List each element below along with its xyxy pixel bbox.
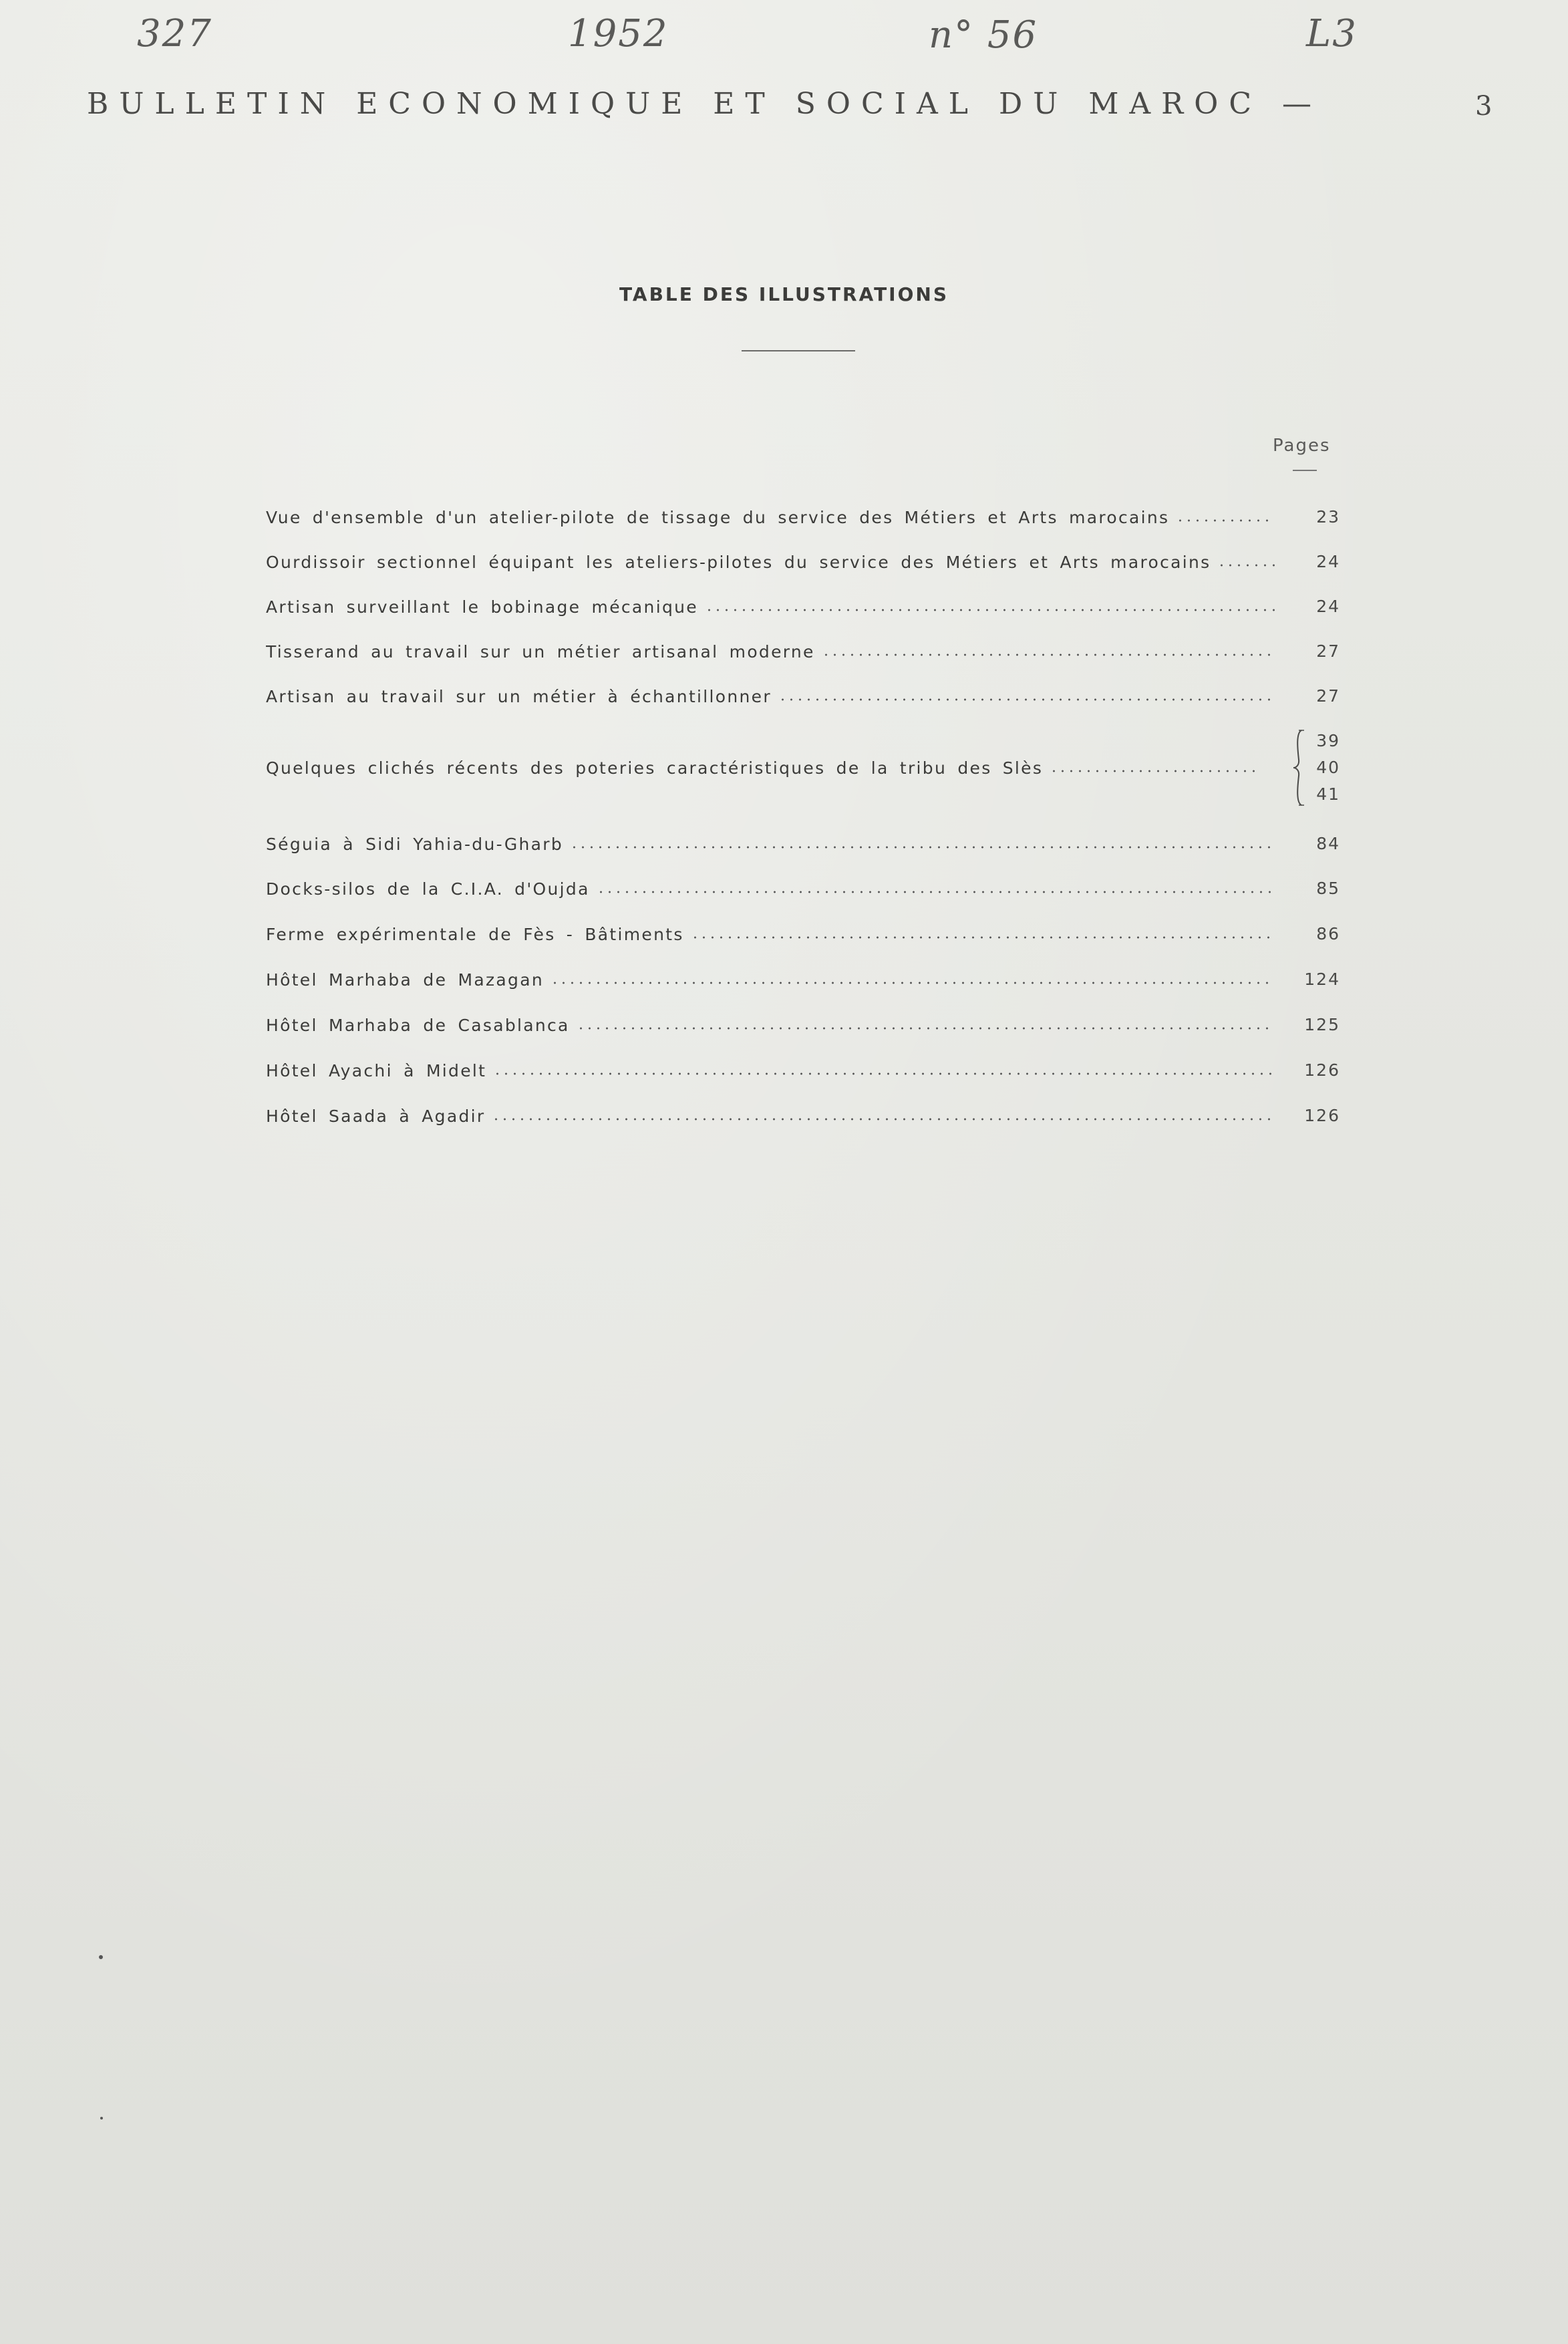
toc-entry [266, 966, 1348, 993]
toc-entry-page-group [1311, 728, 1340, 808]
toc-entry-page: 40 [1316, 758, 1340, 777]
toc-entry-title: Hôtel Marhaba de Mazagan [266, 970, 544, 990]
toc-entry-page: 84 [1316, 834, 1340, 853]
toc-entry-title: Docks-silos de la C.I.A. d'Oujda [266, 879, 590, 899]
toc-entry-page: 24 [1316, 552, 1340, 571]
toc-entry [266, 683, 1348, 710]
page-number: 3 [1475, 91, 1493, 122]
handwritten-note: 327 [137, 12, 212, 55]
dot-leader [705, 608, 1275, 612]
toc-entry-page: 126 [1304, 1106, 1340, 1125]
toc-entry [266, 504, 1348, 531]
toc-entry-page: 86 [1316, 924, 1340, 943]
toc-entry [266, 728, 1348, 808]
toc-entry-title: Artisan surveillant le bobinage mécanique [266, 597, 698, 617]
dot-leader [493, 1072, 1275, 1076]
toc-entry [266, 875, 1348, 902]
pages-header-divider [1293, 470, 1317, 471]
toc-entry-page: 85 [1316, 879, 1340, 898]
dot-leader [577, 1026, 1275, 1030]
curly-brace-icon [1292, 728, 1307, 808]
toc-entry-page: 125 [1304, 1015, 1340, 1034]
dot-leader [1050, 769, 1261, 773]
running-header: BULLETIN ECONOMIQUE ET SOCIAL DU MAROC — [87, 87, 1323, 121]
toc-entry [266, 638, 1348, 665]
toc-entry-page: 39 [1316, 731, 1340, 750]
toc-entry-title: Séguia à Sidi Yahia-du-Gharb [266, 834, 564, 854]
dot-leader [570, 845, 1275, 849]
handwritten-note: n° 56 [929, 13, 1038, 57]
toc-entry-page: 24 [1316, 597, 1340, 616]
toc-entry-title: Ourdissoir sectionnel équipant les ateliers-pilotes du service des Métiers et Arts marocains [266, 552, 1211, 572]
paper-speck [100, 2117, 103, 2119]
toc-entry-page: 124 [1304, 970, 1340, 989]
toc-entry-page: 126 [1304, 1060, 1340, 1080]
dot-leader [597, 890, 1275, 894]
toc-entry-title: Hôtel Ayachi à Midelt [266, 1060, 487, 1080]
dot-leader [492, 1117, 1275, 1121]
toc-entry-title: Ferme expérimentale de Fès - Bâtiments [266, 924, 684, 944]
toc-entry [266, 921, 1348, 947]
toc-entry-page: 27 [1316, 641, 1340, 661]
section-title: TABLE DES ILLUSTRATIONS [619, 283, 949, 305]
toc-entry [266, 1057, 1348, 1084]
toc-entry-title: Vue d'ensemble d'un atelier-pilote de tissage du service des Métiers et Arts marocains [266, 507, 1170, 527]
dot-leader [778, 698, 1275, 702]
toc-entry-title: Tisserand au travail sur un métier artisanal moderne [266, 641, 815, 662]
toc-entry-title: Hôtel Marhaba de Casablanca [266, 1015, 570, 1035]
toc-entry-title: Artisan au travail sur un métier à échantillonner [266, 686, 772, 706]
pages-column-header: Pages [1273, 436, 1331, 456]
toc-entry [266, 593, 1348, 620]
handwritten-note: L3 [1306, 12, 1358, 55]
toc-entry [266, 1103, 1348, 1129]
toc-entry-page: 23 [1316, 507, 1340, 527]
toc-entry [266, 549, 1348, 575]
toc-entry [266, 831, 1348, 857]
dot-leader [1217, 563, 1275, 567]
title-divider [742, 350, 855, 351]
paper-speck [99, 1955, 103, 1959]
toc-entry-page: 41 [1316, 784, 1340, 804]
dot-leader [1176, 519, 1275, 523]
toc-entry-title: Quelques clichés récents des poteries caractéristiques de la tribu des Slès [266, 758, 1044, 778]
dot-leader [551, 981, 1275, 985]
toc-entry-page: 27 [1316, 686, 1340, 706]
toc-entry [266, 1012, 1348, 1038]
handwritten-note: 1952 [568, 12, 669, 55]
dot-leader [691, 935, 1275, 939]
dot-leader [822, 653, 1275, 657]
toc-entry-title: Hôtel Saada à Agadir [266, 1106, 486, 1126]
